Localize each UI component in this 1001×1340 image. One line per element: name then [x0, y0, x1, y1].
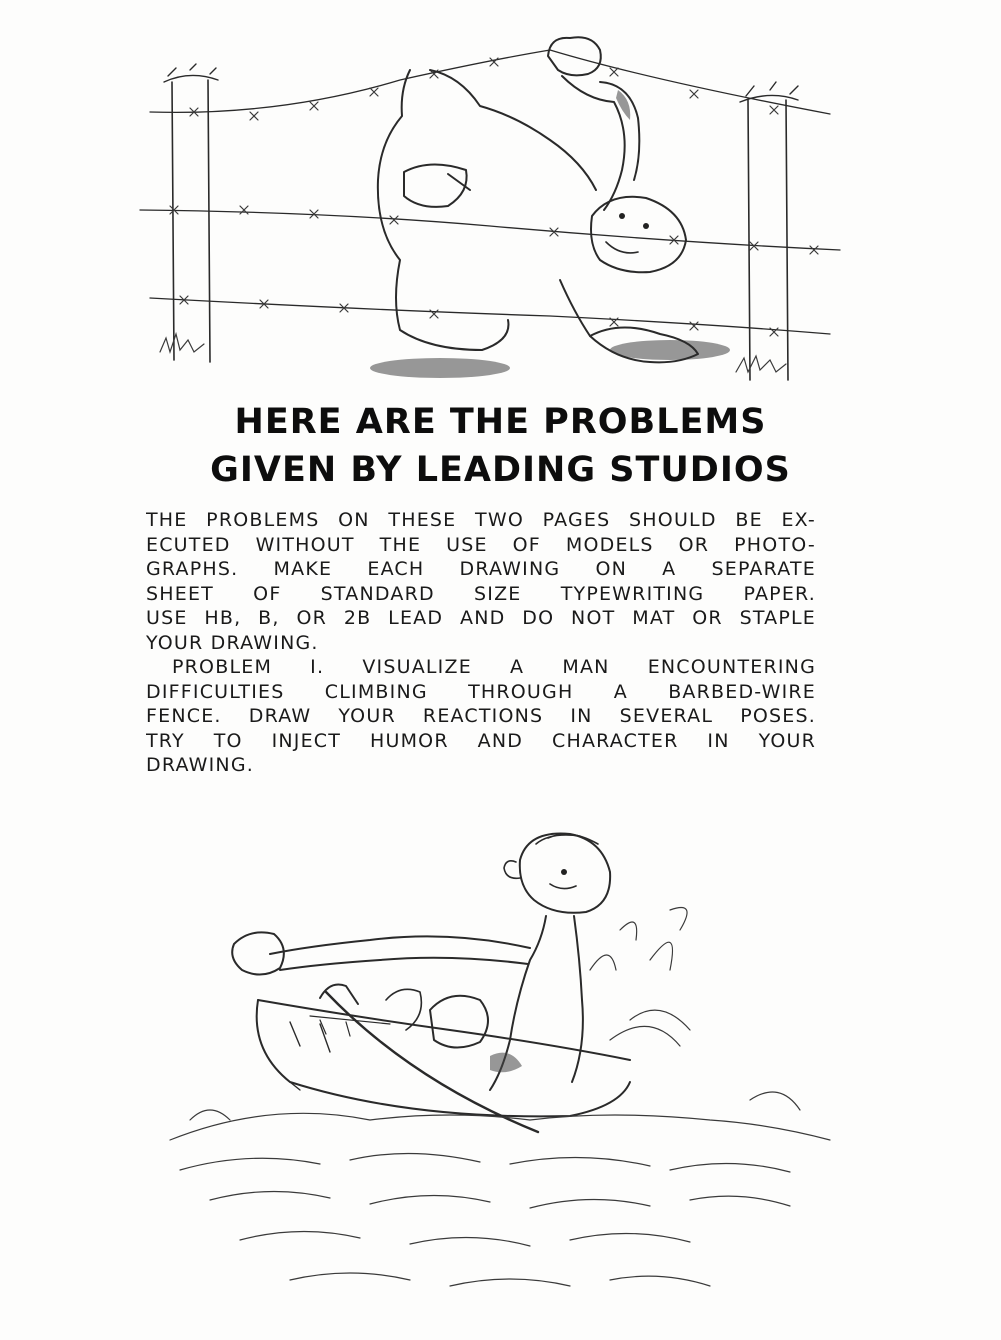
rower-figure — [232, 834, 610, 1132]
instruction-line: YOUR DRAWING. — [146, 631, 319, 654]
instruction-line: PROBLEM I. VISUALIZE A MAN ENCOUNTERING — [172, 656, 816, 678]
instruction-line: GRAPHS. MAKE EACH DRAWING ON A SEPARATE — [146, 558, 816, 580]
instruction-line: DIFFICULTIES CLIMBING THROUGH A BARBED-WIRE — [146, 680, 816, 703]
rowboat — [257, 1000, 630, 1116]
barbed-wires — [140, 50, 840, 336]
instruction-line: THE PROBLEMS ON THESE TWO PAGES SHOULD BE EX- — [146, 509, 816, 531]
headline-line-2: GIVEN BY LEADING STUDIOS — [210, 450, 791, 490]
water-splashes — [170, 908, 830, 1287]
headline — [0, 398, 1001, 494]
fence-climber-figure — [370, 37, 730, 378]
headline-line-1: HERE ARE THE PROBLEMS — [234, 402, 767, 442]
fence-post-right — [736, 82, 798, 380]
fence-climber-illustration — [130, 20, 850, 390]
instruction-line: FENCE. DRAW YOUR REACTIONS IN SEVERAL POSES. — [146, 705, 816, 727]
instruction-line: ECUTED WITHOUT THE USE OF MODELS OR PHOTO- — [146, 533, 816, 556]
problem-instructions — [146, 508, 816, 778]
fence-post-left — [160, 64, 218, 362]
rowing-boat-illustration — [150, 820, 850, 1320]
instruction-line: TRY TO INJECT HUMOR AND CHARACTER IN YOUR — [146, 729, 816, 752]
instruction-line: USE HB, B, OR 2B LEAD AND DO NOT MAT OR STAPLE — [146, 607, 816, 629]
instruction-line: SHEET OF STANDARD SIZE TYPEWRITING PAPER. — [146, 582, 816, 605]
instruction-line: DRAWING. — [146, 754, 254, 776]
